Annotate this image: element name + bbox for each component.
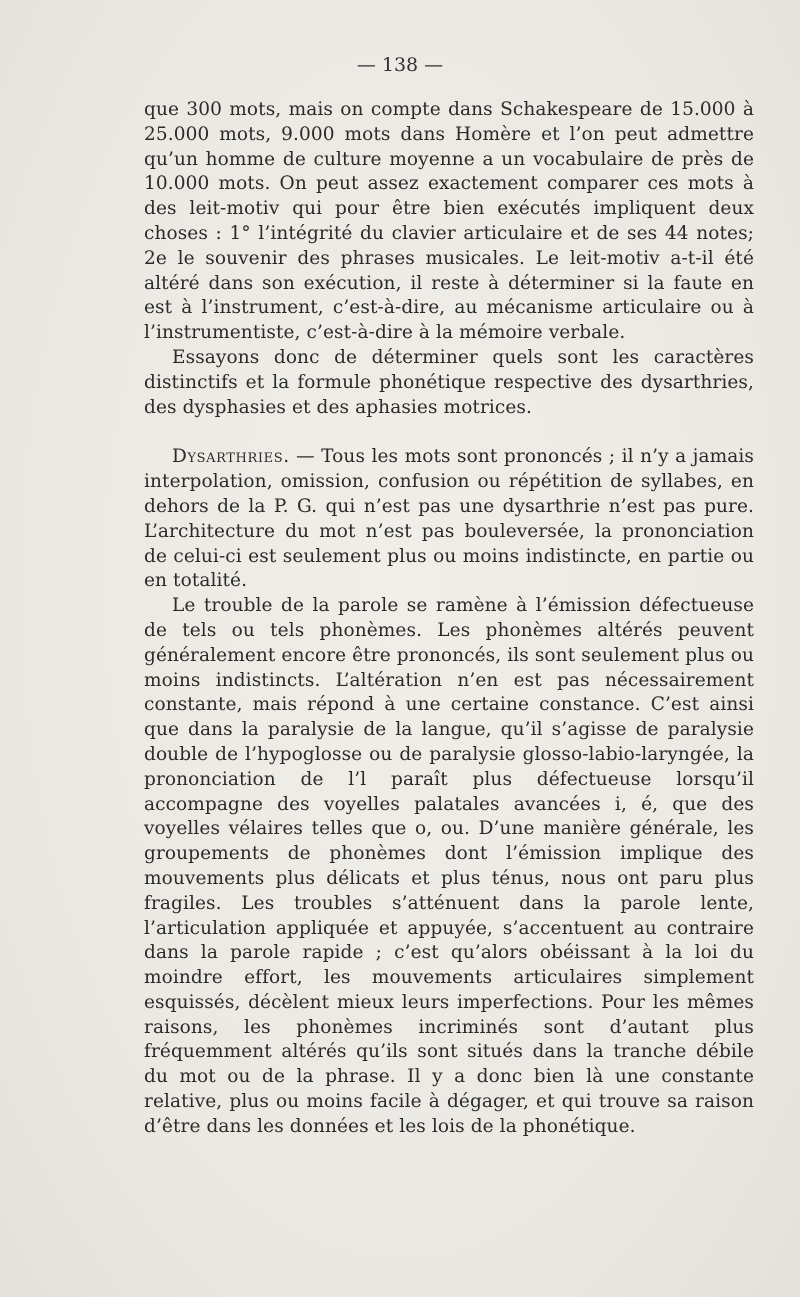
paragraph-3-text: — Tous les mots sont prononcés ; il n’y a jamais interpolation, omission, confusion ou répétition de syllabes, en dehors de la P. G. qui n’est pas une dysarthrie n’est pas pure. L’architecture du mot n’est pas bouleversée, la prononciation de celui-ci est seulement plus ou moins indistincte, en partie ou en totalité. — [144, 446, 754, 592]
body-text — [144, 98, 754, 1140]
paragraph-2: Essayons donc de déterminer quels sont les caractères distinctifs et la formule phonétique respective des dysarthries, des dysphasies et des aphasies motrices. — [144, 346, 754, 418]
paragraph-dysarthries — [144, 445, 754, 594]
paragraph-4: Le trouble de la parole se ramène à l’émission défectueuse de tels ou tels phonèmes. Les phonèmes altérés peuvent généralement encore être prononcés, ils sont seulement plus ou moins indistincts. L’altération n’en est pas nécessairement constante, mais répond à une certaine constance. C’est ainsi que dans la paralysie de la langue, qu’il s’agisse de paralysie double de l’hypoglosse ou de paralysie glosso-labio-laryngée, la prononciation de l’l paraît plus défectueuse lorsqu’il accompagne des voyelles palatales avancées i, é, que des voyelles vélaires telles que o, ou. D’une manière générale, les groupements de phonèmes dont l’émission implique des mouvements plus délicats et plus ténus, nous ont paru plus fragiles. Les troubles s’atténuent dans la parole lente, l’articulation appliquée et appuyée, s’accentuent au contraire dans la parole rapide ; c’est qu’alors obéissant à la loi du moindre effort, les mouvements articulaires simplement esquissés, décèlent mieux leurs imperfections. Pour les mêmes raisons, les phonèmes incriminés sont d’autant plus fréquemment altérés qu’ils sont situés dans la tranche débile du mot ou de la phrase. Il y a donc bien là une constante relative, plus ou moins facile à dégager, et qui trouve sa raison d’être dans les données et les lois de la phonétique. — [144, 595, 754, 1137]
section-heading-dysarthries: Dysarthries. — [172, 446, 290, 468]
paragraph-1: que 300 mots, mais on compte dans Schakespeare de 15.000 à 25.000 mots, 9.000 mots dans Homère et l’on peut admettre qu’un homme de culture moyenne a un vocabulaire de près de 10.000 mots. On peut assez exactement comparer ces mots à des leit-motiv qui pour être bien exécutés impliquent deux choses : 1° l’intégrité du clavier articulaire et de ses 44 notes; 2e le souvenir des phrases musicales. Le leit-motiv a-t-il été altéré dans son exécution, il reste à déterminer si la faute en est à l’instrument, c’est-à-dire, au mécanisme articulaire ou à l’instrumentiste, c’est-à-dire à la mémoire verbale. — [144, 99, 754, 344]
page-number: — 138 — — [356, 54, 444, 76]
